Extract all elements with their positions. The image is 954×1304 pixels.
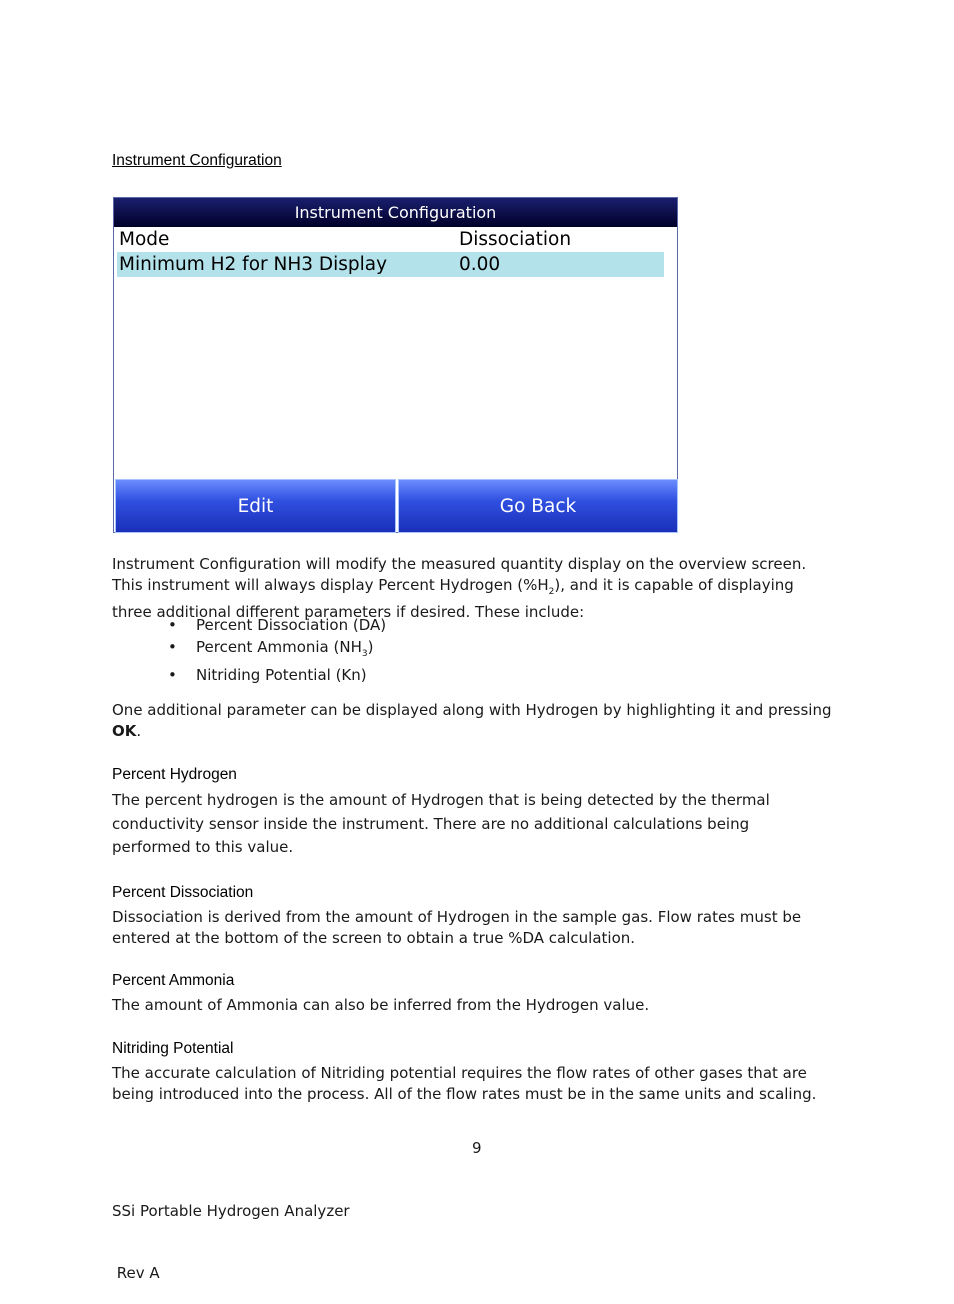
ok-key-label: OK [112,721,137,740]
config-row-min-h2[interactable] [117,252,664,277]
punctuation: . [136,721,142,740]
paragraph-line: Dissociation is derived from the amount of Hydrogen in the sample gas. Flow rates must be [112,908,802,926]
intro-line: Instrument Configuration will modify the measured quantity display on the overview screen. [112,555,807,573]
intro-line [112,575,842,603]
footer-revision: Rev A [112,1263,160,1282]
additional-paragraph [112,700,842,741]
config-row-mode[interactable] [117,227,664,252]
list-item-text: Percent Ammonia (NH [196,637,362,656]
intro-text: This instrument will always display Percent Hydrogen (%H [112,575,549,594]
subscript: 2 [548,586,555,597]
section-title: Instrument Configuration [112,152,282,169]
section-heading: Percent Ammonia [112,972,235,989]
footer [112,1160,350,1304]
intro-paragraph [112,554,842,623]
section-body [112,789,842,860]
row-value: 0.00 [459,254,501,275]
paragraph-line: performed to this value. [112,838,294,856]
intro-line: three additional different parameters if desired. These include: [112,603,585,621]
paragraph-line: The amount of Ammonia can also be inferred from the Hydrogen value. [112,996,650,1014]
section-body [112,1063,842,1104]
bullet-icon: • [168,616,177,634]
subscript: 3 [361,648,368,659]
page-number: 9 [472,1139,482,1157]
list-item [168,615,386,637]
screen-header: Instrument Configuration [114,198,677,227]
section-heading: Nitriding Potential [112,1040,234,1057]
section-body [112,995,842,1016]
section-body [112,907,842,948]
bullet-icon: • [168,666,177,684]
row-label: Mode [119,229,170,250]
instrument-config-screen [113,197,678,533]
row-value: Dissociation [459,229,572,250]
section-heading: Percent Hydrogen [112,766,237,783]
paragraph-line: conductivity sensor inside the instrument. There are no additional calculations being [112,814,750,833]
footer-doc-title: SSi Portable Hydrogen Analyzer [112,1202,350,1220]
list-item [168,637,386,666]
edit-button[interactable]: Edit [115,479,396,533]
list-item-text: Nitriding Potential (Kn) [196,666,367,684]
go-back-button[interactable]: Go Back [398,479,678,533]
list-item [168,665,386,687]
intro-text: ), and it is capable of displaying [554,575,794,594]
section-heading: Percent Dissociation [112,884,254,901]
paragraph-line: The percent hydrogen is the amount of Hydrogen that is being detected by the thermal [112,791,770,809]
paragraph-line: One additional parameter can be displayed along with Hydrogen by highlighting it and pressing [112,701,832,719]
paragraph-line [112,721,842,742]
paragraph-line: The accurate calculation of Nitriding potential requires the flow rates of other gases that are [112,1064,807,1082]
paragraph-line: entered at the bottom of the screen to obtain a true %DA calculation. [112,928,636,947]
bullet-icon: • [168,637,177,656]
paragraph-line: being introduced into the process. All of the flow rates must be in the same units and scaling. [112,1084,817,1103]
parameter-list [168,615,386,687]
list-item-text: Percent Dissociation (DA) [196,616,387,634]
row-label: Minimum H2 for NH3 Display [119,254,388,275]
list-item-text: ) [367,637,374,656]
